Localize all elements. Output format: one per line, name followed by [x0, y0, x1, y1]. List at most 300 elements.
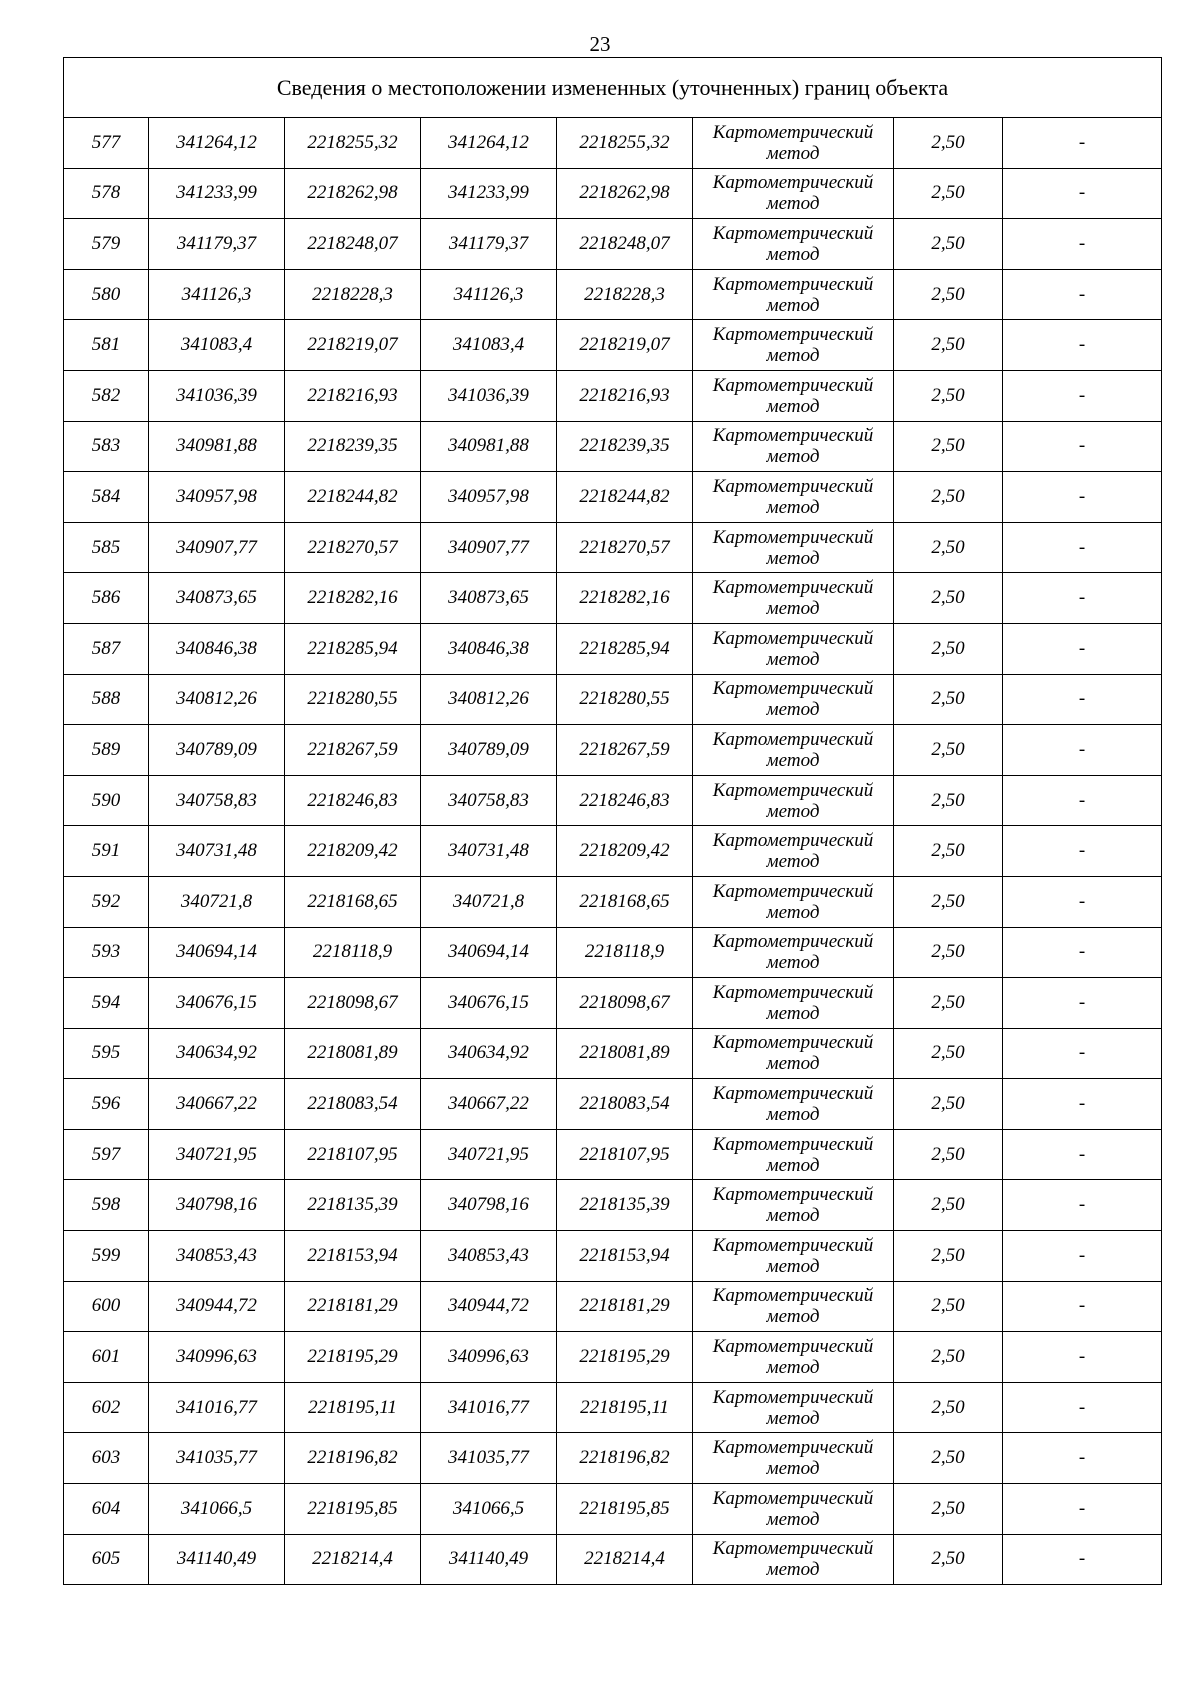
accuracy-cell: 2,50	[894, 472, 1003, 523]
refined-x-cell: 340667,22	[421, 1079, 557, 1130]
existing-y-cell: 2218214,4	[285, 1534, 421, 1585]
existing-y-cell: 2218107,95	[285, 1129, 421, 1180]
table-row	[64, 1484, 1162, 1535]
accuracy-cell: 2,50	[894, 1231, 1003, 1282]
existing-y-cell: 2218118,9	[285, 927, 421, 978]
method-line-2: метод	[766, 699, 820, 721]
method-line-1: Картометрический	[712, 577, 874, 599]
refined-x-cell: 341179,37	[421, 219, 557, 270]
existing-y-cell: 2218168,65	[285, 876, 421, 927]
point-number-cell: 587	[64, 623, 149, 674]
method-line-2: метод	[766, 547, 820, 569]
method-line-1: Картометрический	[712, 1336, 874, 1358]
accuracy-cell: 2,50	[894, 775, 1003, 826]
point-number-cell: 602	[64, 1382, 149, 1433]
table-row	[64, 219, 1162, 270]
existing-x-cell: 341036,39	[149, 370, 285, 421]
refined-y-cell: 2218246,83	[557, 775, 693, 826]
method-line-2: метод	[766, 851, 820, 873]
refined-x-cell: 341035,77	[421, 1433, 557, 1484]
note-cell: -	[1003, 978, 1162, 1029]
existing-x-cell: 341126,3	[149, 269, 285, 320]
existing-y-cell: 2218282,16	[285, 573, 421, 624]
accuracy-cell: 2,50	[894, 1433, 1003, 1484]
existing-y-cell: 2218280,55	[285, 674, 421, 725]
refined-x-cell: 341016,77	[421, 1382, 557, 1433]
existing-y-cell: 2218195,11	[285, 1382, 421, 1433]
refined-x-cell: 340634,92	[421, 1028, 557, 1079]
note-cell: -	[1003, 370, 1162, 421]
refined-y-cell: 2218248,07	[557, 219, 693, 270]
method-line-1: Картометрический	[712, 1285, 874, 1307]
method-cell	[693, 1433, 894, 1484]
existing-y-cell: 2218239,35	[285, 421, 421, 472]
accuracy-cell: 2,50	[894, 320, 1003, 371]
accuracy-cell: 2,50	[894, 674, 1003, 725]
accuracy-cell: 2,50	[894, 1028, 1003, 1079]
existing-y-cell: 2218195,29	[285, 1332, 421, 1383]
refined-y-cell: 2218282,16	[557, 573, 693, 624]
refined-y-cell: 2218244,82	[557, 472, 693, 523]
existing-y-cell: 2218244,82	[285, 472, 421, 523]
refined-y-cell: 2218195,29	[557, 1332, 693, 1383]
method-line-1: Картометрический	[712, 1184, 874, 1206]
refined-x-cell: 341066,5	[421, 1484, 557, 1535]
refined-y-cell: 2218107,95	[557, 1129, 693, 1180]
method-line-1: Картометрический	[712, 1386, 874, 1408]
method-line-2: метод	[766, 598, 820, 620]
point-number-cell: 599	[64, 1231, 149, 1282]
point-number-cell: 578	[64, 168, 149, 219]
method-cell	[693, 826, 894, 877]
table-row	[64, 1129, 1162, 1180]
existing-y-cell: 2218083,54	[285, 1079, 421, 1130]
accuracy-cell: 2,50	[894, 1129, 1003, 1180]
refined-x-cell: 340789,09	[421, 725, 557, 776]
table-row	[64, 118, 1162, 169]
note-cell: -	[1003, 927, 1162, 978]
method-line-2: метод	[766, 952, 820, 974]
method-line-2: метод	[766, 1357, 820, 1379]
note-cell: -	[1003, 674, 1162, 725]
note-cell: -	[1003, 219, 1162, 270]
accuracy-cell: 2,50	[894, 118, 1003, 169]
table-body	[64, 118, 1162, 1585]
accuracy-cell: 2,50	[894, 1180, 1003, 1231]
note-cell: -	[1003, 118, 1162, 169]
method-line-1: Картометрический	[712, 324, 874, 346]
method-line-2: метод	[766, 243, 820, 265]
refined-y-cell: 2218083,54	[557, 1079, 693, 1130]
note-cell: -	[1003, 1079, 1162, 1130]
table-row	[64, 1079, 1162, 1130]
table-row	[64, 320, 1162, 371]
table-row	[64, 269, 1162, 320]
note-cell: -	[1003, 1281, 1162, 1332]
existing-x-cell: 340846,38	[149, 623, 285, 674]
refined-y-cell: 2218255,32	[557, 118, 693, 169]
accuracy-cell: 2,50	[894, 623, 1003, 674]
refined-y-cell: 2218280,55	[557, 674, 693, 725]
table-row	[64, 775, 1162, 826]
method-line-1: Картометрический	[712, 981, 874, 1003]
refined-y-cell: 2218219,07	[557, 320, 693, 371]
note-cell: -	[1003, 725, 1162, 776]
point-number-cell: 603	[64, 1433, 149, 1484]
note-cell: -	[1003, 775, 1162, 826]
method-line-1: Картометрический	[712, 222, 874, 244]
table-row	[64, 927, 1162, 978]
method-line-1: Картометрический	[712, 1487, 874, 1509]
table-row	[64, 421, 1162, 472]
refined-y-cell: 2218081,89	[557, 1028, 693, 1079]
existing-x-cell: 340789,09	[149, 725, 285, 776]
method-line-2: метод	[766, 1407, 820, 1429]
accuracy-cell: 2,50	[894, 522, 1003, 573]
table-row	[64, 1028, 1162, 1079]
point-number-cell: 592	[64, 876, 149, 927]
method-line-2: метод	[766, 395, 820, 417]
existing-y-cell: 2218248,07	[285, 219, 421, 270]
point-number-cell: 579	[64, 219, 149, 270]
table-row	[64, 168, 1162, 219]
refined-x-cell: 340694,14	[421, 927, 557, 978]
note-cell: -	[1003, 1129, 1162, 1180]
accuracy-cell: 2,50	[894, 1079, 1003, 1130]
existing-x-cell: 341264,12	[149, 118, 285, 169]
method-line-1: Картометрический	[712, 475, 874, 497]
point-number-cell: 582	[64, 370, 149, 421]
existing-x-cell: 340907,77	[149, 522, 285, 573]
existing-x-cell: 341140,49	[149, 1534, 285, 1585]
method-cell	[693, 118, 894, 169]
table-row	[64, 573, 1162, 624]
table-row	[64, 1281, 1162, 1332]
method-line-1: Картометрический	[712, 1083, 874, 1105]
refined-y-cell: 2218195,11	[557, 1382, 693, 1433]
refined-x-cell: 341233,99	[421, 168, 557, 219]
existing-x-cell: 340721,8	[149, 876, 285, 927]
method-line-1: Картометрический	[712, 425, 874, 447]
method-cell	[693, 725, 894, 776]
table-row	[64, 1180, 1162, 1231]
point-number-cell: 604	[64, 1484, 149, 1535]
method-line-1: Картометрический	[712, 273, 874, 295]
point-number-cell: 589	[64, 725, 149, 776]
refined-y-cell: 2218153,94	[557, 1231, 693, 1282]
method-line-2: метод	[766, 142, 820, 164]
existing-x-cell: 340694,14	[149, 927, 285, 978]
point-number-cell: 591	[64, 826, 149, 877]
existing-y-cell: 2218255,32	[285, 118, 421, 169]
method-line-1: Картометрический	[712, 1437, 874, 1459]
note-cell: -	[1003, 623, 1162, 674]
method-line-2: метод	[766, 1559, 820, 1581]
existing-y-cell: 2218219,07	[285, 320, 421, 371]
table-row	[64, 1231, 1162, 1282]
refined-x-cell: 340812,26	[421, 674, 557, 725]
existing-y-cell: 2218153,94	[285, 1231, 421, 1282]
refined-x-cell: 340996,63	[421, 1332, 557, 1383]
refined-x-cell: 341036,39	[421, 370, 557, 421]
refined-y-cell: 2218118,9	[557, 927, 693, 978]
existing-x-cell: 340667,22	[149, 1079, 285, 1130]
refined-y-cell: 2218262,98	[557, 168, 693, 219]
existing-y-cell: 2218216,93	[285, 370, 421, 421]
method-line-1: Картометрический	[712, 172, 874, 194]
method-line-1: Картометрический	[712, 678, 874, 700]
method-line-2: метод	[766, 1255, 820, 1277]
accuracy-cell: 2,50	[894, 1332, 1003, 1383]
table-caption: Сведения о местоположении измененных (уточненных) границ объекта	[64, 58, 1162, 118]
existing-x-cell: 340996,63	[149, 1332, 285, 1383]
accuracy-cell: 2,50	[894, 1281, 1003, 1332]
existing-x-cell: 340981,88	[149, 421, 285, 472]
existing-y-cell: 2218228,3	[285, 269, 421, 320]
existing-x-cell: 340731,48	[149, 826, 285, 877]
accuracy-cell: 2,50	[894, 1382, 1003, 1433]
refined-x-cell: 340853,43	[421, 1231, 557, 1282]
refined-y-cell: 2218098,67	[557, 978, 693, 1029]
accuracy-cell: 2,50	[894, 269, 1003, 320]
note-cell: -	[1003, 826, 1162, 877]
refined-y-cell: 2218135,39	[557, 1180, 693, 1231]
method-line-1: Картометрический	[712, 880, 874, 902]
note-cell: -	[1003, 1180, 1162, 1231]
note-cell: -	[1003, 168, 1162, 219]
method-cell	[693, 1079, 894, 1130]
method-line-1: Картометрический	[712, 779, 874, 801]
method-cell	[693, 472, 894, 523]
existing-x-cell: 340798,16	[149, 1180, 285, 1231]
existing-x-cell: 340758,83	[149, 775, 285, 826]
accuracy-cell: 2,50	[894, 1484, 1003, 1535]
method-line-2: метод	[766, 901, 820, 923]
note-cell: -	[1003, 1382, 1162, 1433]
refined-x-cell: 341264,12	[421, 118, 557, 169]
method-line-2: метод	[766, 1154, 820, 1176]
note-cell: -	[1003, 1433, 1162, 1484]
existing-y-cell: 2218196,82	[285, 1433, 421, 1484]
point-number-cell: 598	[64, 1180, 149, 1231]
accuracy-cell: 2,50	[894, 927, 1003, 978]
table-row	[64, 674, 1162, 725]
method-cell	[693, 370, 894, 421]
existing-y-cell: 2218098,67	[285, 978, 421, 1029]
existing-y-cell: 2218195,85	[285, 1484, 421, 1535]
existing-y-cell: 2218270,57	[285, 522, 421, 573]
point-number-cell: 585	[64, 522, 149, 573]
point-number-cell: 593	[64, 927, 149, 978]
refined-x-cell: 340944,72	[421, 1281, 557, 1332]
method-line-2: метод	[766, 496, 820, 518]
method-cell	[693, 573, 894, 624]
refined-x-cell: 340676,15	[421, 978, 557, 1029]
method-cell	[693, 320, 894, 371]
note-cell: -	[1003, 269, 1162, 320]
existing-x-cell: 340721,95	[149, 1129, 285, 1180]
accuracy-cell: 2,50	[894, 219, 1003, 270]
method-cell	[693, 674, 894, 725]
note-cell: -	[1003, 320, 1162, 371]
refined-y-cell: 2218168,65	[557, 876, 693, 927]
refined-x-cell: 340758,83	[421, 775, 557, 826]
method-line-2: метод	[766, 1053, 820, 1075]
note-cell: -	[1003, 472, 1162, 523]
method-line-1: Картометрический	[712, 728, 874, 750]
refined-x-cell: 340846,38	[421, 623, 557, 674]
table-row	[64, 1534, 1162, 1585]
table-row	[64, 370, 1162, 421]
method-line-2: метод	[766, 749, 820, 771]
method-line-2: метод	[766, 1458, 820, 1480]
method-line-2: метод	[766, 1205, 820, 1227]
accuracy-cell: 2,50	[894, 725, 1003, 776]
point-number-cell: 588	[64, 674, 149, 725]
table-row	[64, 623, 1162, 674]
refined-y-cell: 2218216,93	[557, 370, 693, 421]
table-row	[64, 826, 1162, 877]
note-cell: -	[1003, 1534, 1162, 1585]
page-number: 23	[589, 32, 611, 56]
method-cell	[693, 1534, 894, 1585]
existing-x-cell: 341233,99	[149, 168, 285, 219]
method-line-2: метод	[766, 294, 820, 316]
point-number-cell: 584	[64, 472, 149, 523]
refined-y-cell: 2218239,35	[557, 421, 693, 472]
note-cell: -	[1003, 1484, 1162, 1535]
accuracy-cell: 2,50	[894, 876, 1003, 927]
point-number-cell: 583	[64, 421, 149, 472]
existing-x-cell: 340853,43	[149, 1231, 285, 1282]
refined-x-cell: 340957,98	[421, 472, 557, 523]
method-cell	[693, 1129, 894, 1180]
refined-y-cell: 2218285,94	[557, 623, 693, 674]
existing-x-cell: 341066,5	[149, 1484, 285, 1535]
refined-y-cell: 2218267,59	[557, 725, 693, 776]
existing-y-cell: 2218267,59	[285, 725, 421, 776]
existing-x-cell: 340676,15	[149, 978, 285, 1029]
refined-x-cell: 341083,4	[421, 320, 557, 371]
method-line-1: Картометрический	[712, 1538, 874, 1560]
accuracy-cell: 2,50	[894, 1534, 1003, 1585]
method-line-2: метод	[766, 1002, 820, 1024]
method-line-2: метод	[766, 648, 820, 670]
method-line-2: метод	[766, 1508, 820, 1530]
accuracy-cell: 2,50	[894, 978, 1003, 1029]
method-cell	[693, 978, 894, 1029]
method-cell	[693, 269, 894, 320]
method-line-2: метод	[766, 446, 820, 468]
method-cell	[693, 1028, 894, 1079]
accuracy-cell: 2,50	[894, 370, 1003, 421]
existing-y-cell: 2218135,39	[285, 1180, 421, 1231]
table-row	[64, 1433, 1162, 1484]
point-number-cell: 586	[64, 573, 149, 624]
refined-x-cell: 340721,95	[421, 1129, 557, 1180]
existing-y-cell: 2218209,42	[285, 826, 421, 877]
point-number-cell: 594	[64, 978, 149, 1029]
method-line-1: Картометрический	[712, 374, 874, 396]
method-line-1: Картометрический	[712, 627, 874, 649]
point-number-cell: 595	[64, 1028, 149, 1079]
table-row	[64, 1382, 1162, 1433]
method-cell	[693, 775, 894, 826]
method-line-2: метод	[766, 345, 820, 367]
refined-y-cell: 2218228,3	[557, 269, 693, 320]
note-cell: -	[1003, 1231, 1162, 1282]
existing-y-cell: 2218081,89	[285, 1028, 421, 1079]
note-cell: -	[1003, 522, 1162, 573]
method-cell	[693, 421, 894, 472]
refined-y-cell: 2218196,82	[557, 1433, 693, 1484]
table-row	[64, 978, 1162, 1029]
existing-x-cell: 340957,98	[149, 472, 285, 523]
existing-x-cell: 341083,4	[149, 320, 285, 371]
method-cell	[693, 1281, 894, 1332]
accuracy-cell: 2,50	[894, 168, 1003, 219]
method-line-1: Картометрический	[712, 526, 874, 548]
existing-y-cell: 2218181,29	[285, 1281, 421, 1332]
refined-x-cell: 340981,88	[421, 421, 557, 472]
existing-y-cell: 2218262,98	[285, 168, 421, 219]
refined-y-cell: 2218209,42	[557, 826, 693, 877]
note-cell: -	[1003, 876, 1162, 927]
refined-x-cell: 340907,77	[421, 522, 557, 573]
point-number-cell: 577	[64, 118, 149, 169]
method-cell	[693, 1484, 894, 1535]
accuracy-cell: 2,50	[894, 826, 1003, 877]
method-cell	[693, 623, 894, 674]
note-cell: -	[1003, 421, 1162, 472]
method-line-1: Картометрический	[712, 121, 874, 143]
point-number-cell: 597	[64, 1129, 149, 1180]
existing-x-cell: 340634,92	[149, 1028, 285, 1079]
method-line-1: Картометрический	[712, 830, 874, 852]
method-cell	[693, 1180, 894, 1231]
existing-y-cell: 2218285,94	[285, 623, 421, 674]
table-row	[64, 472, 1162, 523]
method-cell	[693, 1382, 894, 1433]
point-number-cell: 596	[64, 1079, 149, 1130]
existing-x-cell: 340944,72	[149, 1281, 285, 1332]
point-number-cell: 590	[64, 775, 149, 826]
refined-x-cell: 340873,65	[421, 573, 557, 624]
existing-x-cell: 340873,65	[149, 573, 285, 624]
existing-x-cell: 341016,77	[149, 1382, 285, 1433]
point-number-cell: 601	[64, 1332, 149, 1383]
method-line-1: Картометрический	[712, 1133, 874, 1155]
existing-x-cell: 341035,77	[149, 1433, 285, 1484]
point-number-cell: 605	[64, 1534, 149, 1585]
existing-x-cell: 340812,26	[149, 674, 285, 725]
refined-x-cell: 340798,16	[421, 1180, 557, 1231]
accuracy-cell: 2,50	[894, 573, 1003, 624]
refined-y-cell: 2218195,85	[557, 1484, 693, 1535]
method-cell	[693, 168, 894, 219]
note-cell: -	[1003, 1028, 1162, 1079]
note-cell: -	[1003, 1332, 1162, 1383]
accuracy-cell: 2,50	[894, 421, 1003, 472]
method-cell	[693, 927, 894, 978]
method-line-2: метод	[766, 800, 820, 822]
method-cell	[693, 876, 894, 927]
method-line-2: метод	[766, 193, 820, 215]
refined-x-cell: 340721,8	[421, 876, 557, 927]
method-line-1: Картометрический	[712, 1032, 874, 1054]
table-row	[64, 1332, 1162, 1383]
point-number-cell: 581	[64, 320, 149, 371]
